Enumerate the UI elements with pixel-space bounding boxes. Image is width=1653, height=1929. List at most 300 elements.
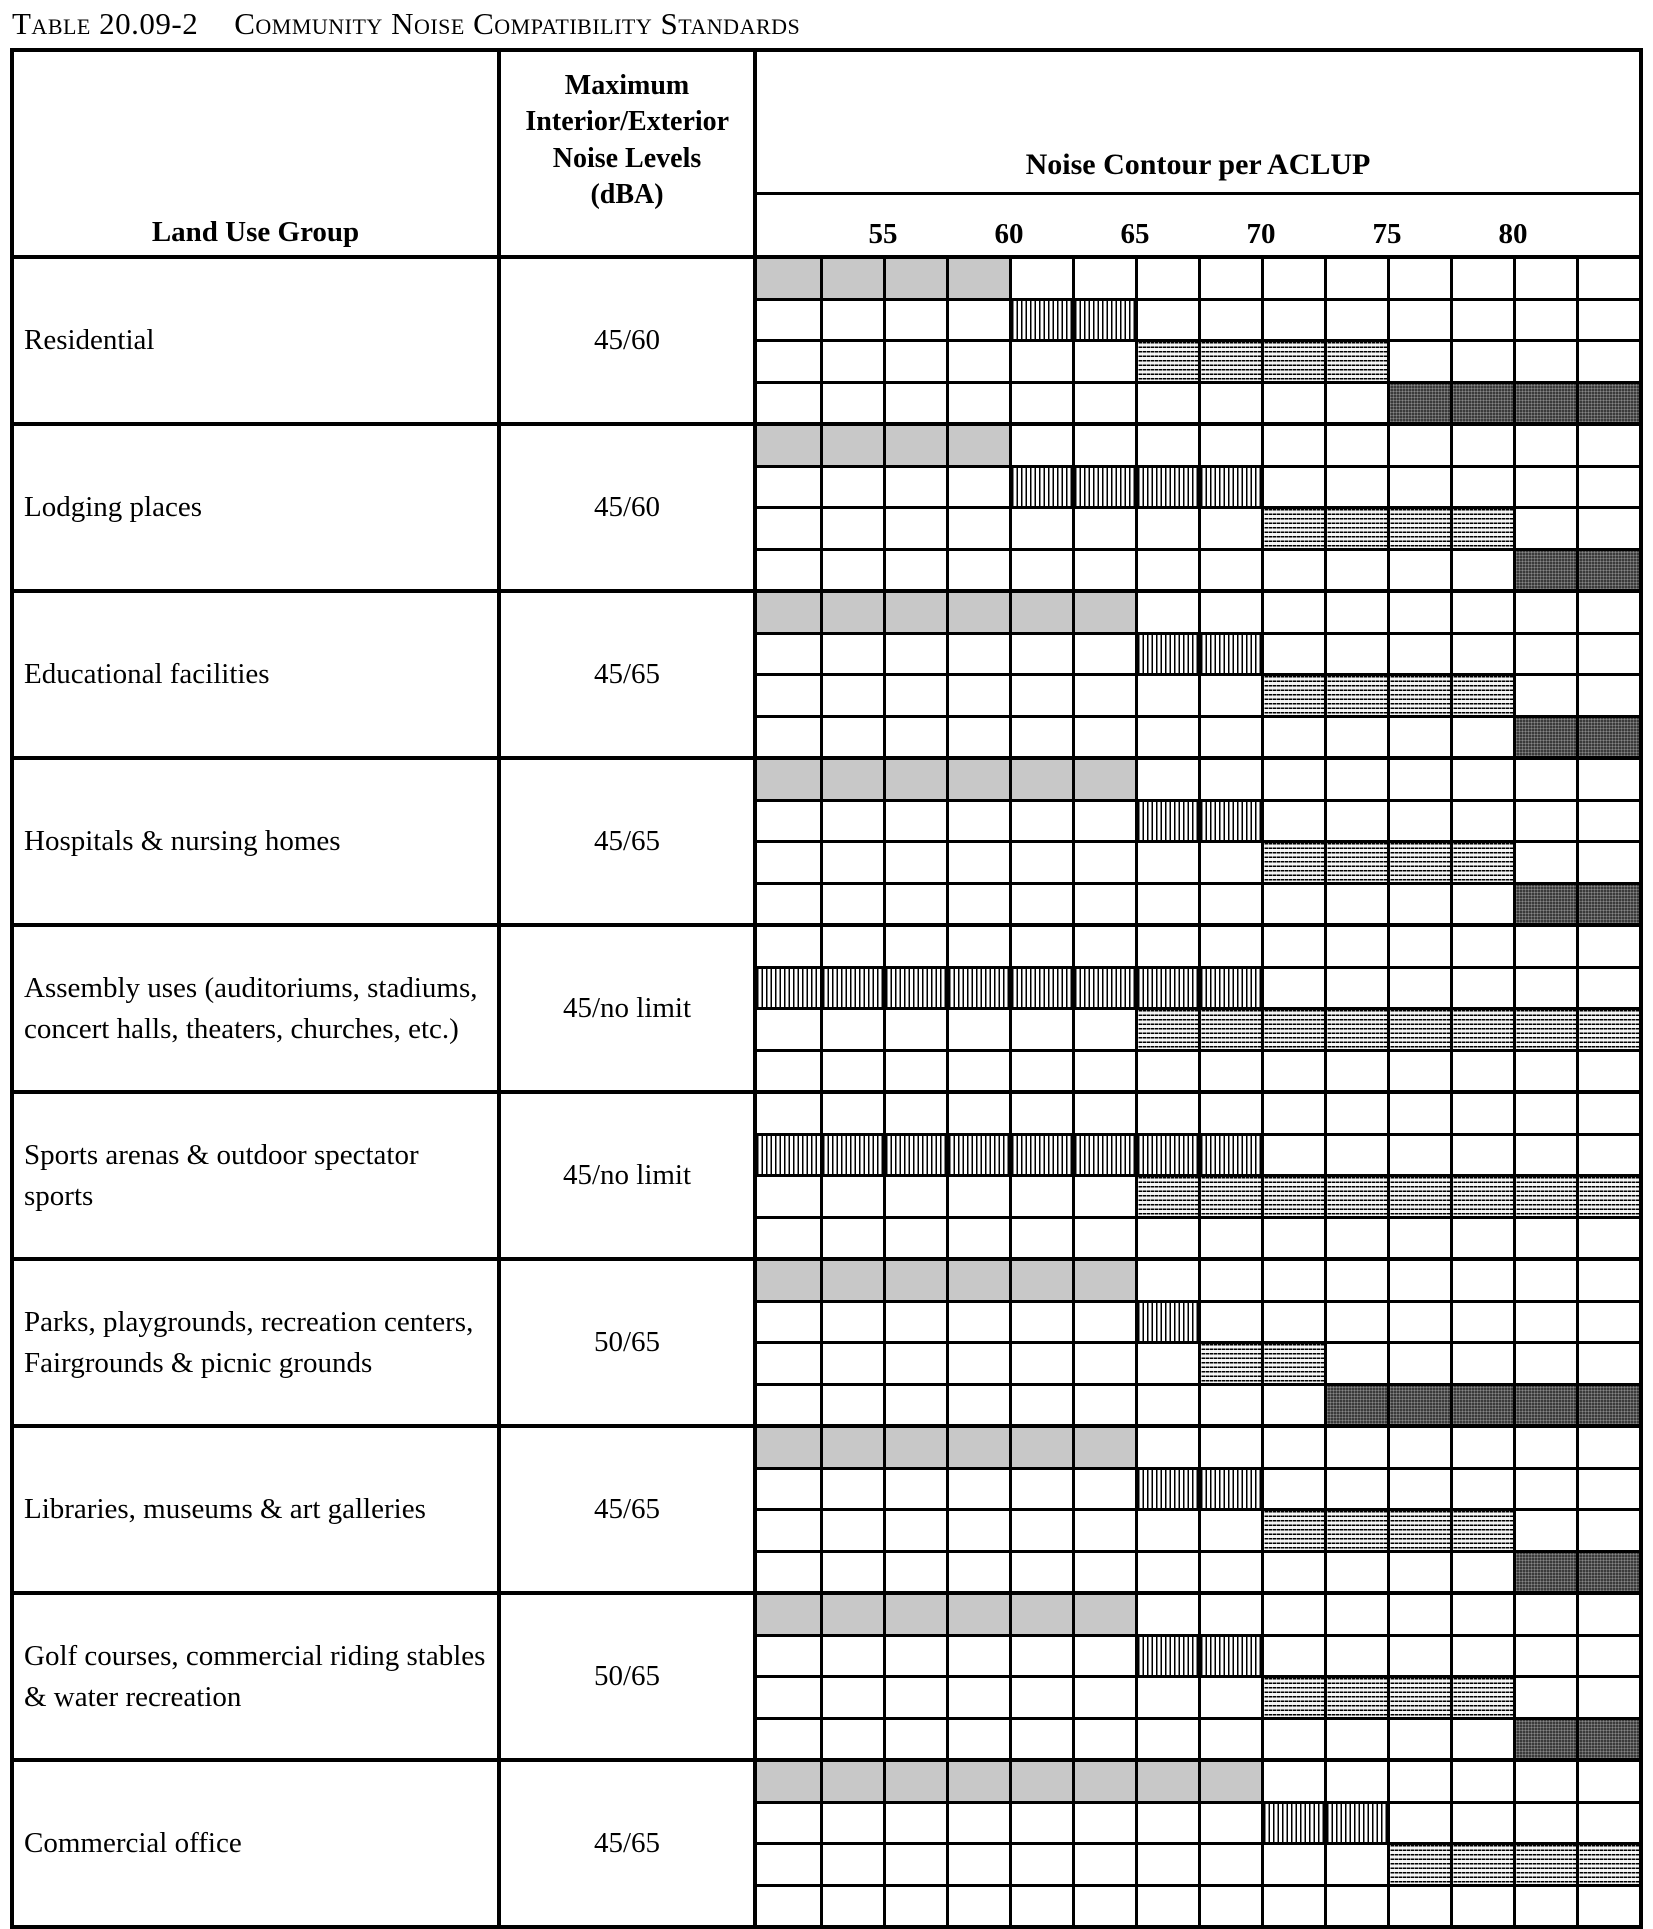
grid-cell <box>1135 1804 1198 1843</box>
grid-cell <box>1261 1553 1324 1592</box>
grid-cell <box>757 802 820 841</box>
grid-cell <box>1513 1303 1576 1342</box>
grid-cell <box>1135 718 1198 757</box>
grid-subrow <box>757 1428 1639 1467</box>
grid-cell <box>1009 1010 1072 1049</box>
grid-cell <box>1576 1595 1639 1634</box>
grid-cell <box>1072 1344 1135 1383</box>
grid-cell-clear <box>1072 760 1135 799</box>
grid-cell <box>1513 426 1576 465</box>
noise-level-value: 45/no limit <box>501 927 757 1090</box>
noise-contour-grid <box>757 593 1639 756</box>
grid-cell-dark <box>1513 1553 1576 1592</box>
grid-cell <box>883 342 946 381</box>
grid-cell <box>1513 1052 1576 1091</box>
grid-cell <box>1135 1094 1198 1133</box>
grid-cell-clear <box>1072 1261 1135 1300</box>
noise-level-value: 45/65 <box>501 593 757 756</box>
grid-cell <box>1324 1052 1387 1091</box>
grid-cell <box>1009 1804 1072 1843</box>
grid-cell <box>883 1344 946 1383</box>
grid-cell-horizontal <box>1576 1845 1639 1884</box>
grid-cell <box>1450 1303 1513 1342</box>
grid-cell-clear <box>946 1428 1009 1467</box>
noise-contour-grid <box>757 1094 1639 1257</box>
grid-subrow <box>757 1094 1639 1133</box>
grid-cell-clear <box>946 593 1009 632</box>
grid-cell <box>1072 843 1135 882</box>
grid-cell <box>1261 1637 1324 1676</box>
grid-cell <box>1576 1511 1639 1550</box>
grid-subrow <box>757 465 1639 507</box>
grid-cell <box>1261 1303 1324 1342</box>
grid-cell <box>883 635 946 674</box>
grid-cell <box>820 802 883 841</box>
grid-cell <box>1009 843 1072 882</box>
grid-cell <box>1135 301 1198 340</box>
grid-cell <box>1450 1762 1513 1801</box>
grid-cell <box>757 927 820 966</box>
grid-cell-horizontal <box>1324 1678 1387 1717</box>
grid-cell-clear <box>1009 1762 1072 1801</box>
grid-cell <box>1324 885 1387 924</box>
grid-cell <box>883 843 946 882</box>
grid-cell-clear <box>757 1595 820 1634</box>
grid-cell-horizontal <box>1261 843 1324 882</box>
grid-cell <box>946 301 1009 340</box>
grid-cell <box>1576 1887 1639 1926</box>
grid-cell <box>1387 301 1450 340</box>
grid-cell-clear <box>1072 1762 1135 1801</box>
grid-cell <box>1513 1344 1576 1383</box>
grid-cell <box>946 1553 1009 1592</box>
grid-cell <box>820 1887 883 1926</box>
grid-cell <box>757 1470 820 1509</box>
noise-contour-grid <box>757 259 1639 422</box>
grid-cell <box>1198 1887 1261 1926</box>
header-land-use-group: Land Use Group <box>14 52 501 255</box>
grid-cell-vertical <box>1135 969 1198 1008</box>
grid-cell <box>1009 1553 1072 1592</box>
grid-cell <box>1261 1094 1324 1133</box>
grid-cell <box>1261 551 1324 590</box>
grid-cell <box>1576 760 1639 799</box>
grid-cell <box>1261 802 1324 841</box>
table-header <box>14 52 1639 255</box>
grid-cell <box>1198 593 1261 632</box>
grid-cell <box>946 1720 1009 1759</box>
grid-cell <box>1513 635 1576 674</box>
grid-cell <box>946 1094 1009 1133</box>
grid-cell <box>757 1678 820 1717</box>
grid-cell <box>1072 1052 1135 1091</box>
grid-cell <box>820 1553 883 1592</box>
grid-subrow <box>757 1383 1639 1425</box>
grid-cell <box>1009 1720 1072 1759</box>
grid-cell <box>1576 1261 1639 1300</box>
grid-cell <box>1387 885 1450 924</box>
grid-cell-horizontal <box>1135 342 1198 381</box>
grid-cell <box>1261 1887 1324 1926</box>
grid-cell <box>757 1720 820 1759</box>
grid-cell <box>1009 1303 1072 1342</box>
grid-cell <box>757 1804 820 1843</box>
grid-cell <box>820 1010 883 1049</box>
grid-cell <box>1324 635 1387 674</box>
grid-cell <box>1009 885 1072 924</box>
grid-cell <box>1387 1887 1450 1926</box>
grid-cell-clear <box>883 760 946 799</box>
grid-cell <box>1009 1386 1072 1425</box>
grid-cell-horizontal <box>1576 1010 1639 1049</box>
grid-cell-clear <box>757 1261 820 1300</box>
grid-cell <box>1324 1553 1387 1592</box>
grid-cell-vertical <box>946 969 1009 1008</box>
grid-cell <box>1009 342 1072 381</box>
grid-cell <box>1009 259 1072 298</box>
grid-cell-vertical <box>1135 1637 1198 1676</box>
grid-cell <box>820 1344 883 1383</box>
grid-cell-vertical <box>946 1136 1009 1175</box>
grid-cell <box>1009 384 1072 423</box>
grid-cell <box>1198 1678 1261 1717</box>
noise-contour-grid <box>757 760 1639 923</box>
grid-cell <box>1450 760 1513 799</box>
grid-cell <box>1576 1094 1639 1133</box>
grid-cell <box>1387 1094 1450 1133</box>
grid-cell <box>820 1386 883 1425</box>
grid-cell <box>946 1303 1009 1342</box>
grid-subrow <box>757 1675 1639 1717</box>
grid-cell <box>1324 468 1387 507</box>
grid-cell-vertical <box>1324 1804 1387 1843</box>
header-noise-levels: Maximum Interior/Exterior Noise Levels (dBA) <box>501 52 757 255</box>
grid-cell <box>1576 509 1639 548</box>
grid-cell-dark <box>1513 1386 1576 1425</box>
grid-cell <box>1072 885 1135 924</box>
grid-cell-clear <box>1072 1428 1135 1467</box>
grid-cell <box>946 1010 1009 1049</box>
grid-cell <box>946 1177 1009 1216</box>
grid-cell <box>1387 969 1450 1008</box>
grid-cell <box>1135 1386 1198 1425</box>
grid-cell <box>1009 551 1072 590</box>
grid-cell-clear <box>820 1428 883 1467</box>
grid-cell <box>1450 342 1513 381</box>
grid-cell <box>1324 551 1387 590</box>
grid-cell <box>946 551 1009 590</box>
grid-cell <box>1261 885 1324 924</box>
grid-cell <box>883 1052 946 1091</box>
grid-cell <box>1450 1595 1513 1634</box>
grid-cell <box>1135 1595 1198 1634</box>
grid-cell <box>757 1637 820 1676</box>
grid-cell <box>757 843 820 882</box>
grid-cell-horizontal <box>1135 1010 1198 1049</box>
land-use-label: Assembly uses (auditoriums, stadiums, concert halls, theaters, churches, etc.) <box>14 927 501 1090</box>
grid-cell <box>1135 259 1198 298</box>
grid-cell <box>1261 593 1324 632</box>
grid-cell <box>883 885 946 924</box>
grid-cell <box>1513 802 1576 841</box>
grid-cell <box>1576 1678 1639 1717</box>
grid-cell <box>1261 384 1324 423</box>
grid-cell <box>1135 1344 1198 1383</box>
grid-cell <box>1576 635 1639 674</box>
land-use-label: Lodging places <box>14 426 501 589</box>
grid-cell <box>1450 593 1513 632</box>
grid-cell <box>946 342 1009 381</box>
grid-subrow <box>757 760 1639 799</box>
grid-cell <box>946 1845 1009 1884</box>
grid-cell-vertical <box>1135 1470 1198 1509</box>
grid-cell-vertical <box>1135 1303 1198 1342</box>
grid-cell <box>883 1720 946 1759</box>
grid-cell <box>1576 969 1639 1008</box>
grid-cell <box>946 468 1009 507</box>
grid-cell-vertical <box>1198 1637 1261 1676</box>
grid-cell <box>1198 718 1261 757</box>
grid-cell <box>1513 1804 1576 1843</box>
grid-cell <box>946 1511 1009 1550</box>
grid-cell <box>1450 1219 1513 1258</box>
grid-subrow <box>757 1133 1639 1175</box>
grid-subrow <box>757 1717 1639 1759</box>
grid-cell <box>1450 635 1513 674</box>
grid-cell-dark <box>1324 1386 1387 1425</box>
grid-cell <box>1576 1219 1639 1258</box>
grid-subrow <box>757 426 1639 465</box>
table-number: Table 20.09-2 <box>12 6 199 41</box>
grid-cell <box>1324 927 1387 966</box>
grid-cell <box>883 1386 946 1425</box>
grid-cell <box>1576 1762 1639 1801</box>
grid-cell <box>1072 1720 1135 1759</box>
grid-cell-dark <box>1450 1386 1513 1425</box>
land-use-label: Hospitals & nursing homes <box>14 760 501 923</box>
grid-cell <box>883 1177 946 1216</box>
grid-cell <box>1072 1511 1135 1550</box>
land-use-label: Residential <box>14 259 501 422</box>
grid-cell <box>1387 551 1450 590</box>
grid-cell-horizontal <box>1324 342 1387 381</box>
grid-cell <box>1513 927 1576 966</box>
grid-cell <box>757 1052 820 1091</box>
grid-cell <box>946 509 1009 548</box>
grid-cell <box>757 1845 820 1884</box>
noise-level-value: 45/no limit <box>501 1094 757 1257</box>
grid-cell <box>1261 1052 1324 1091</box>
grid-cell <box>1072 426 1135 465</box>
grid-cell <box>1324 301 1387 340</box>
noise-level-value: 50/65 <box>501 1595 757 1758</box>
grid-cell <box>1450 551 1513 590</box>
grid-cell <box>1198 1219 1261 1258</box>
grid-cell <box>1513 593 1576 632</box>
grid-cell <box>1450 1887 1513 1926</box>
grid-cell <box>1072 1094 1135 1133</box>
grid-cell <box>883 1804 946 1843</box>
grid-cell <box>1198 1428 1261 1467</box>
grid-subrow <box>757 715 1639 757</box>
grid-cell <box>1198 760 1261 799</box>
grid-cell-horizontal <box>1387 1678 1450 1717</box>
grid-cell <box>1072 802 1135 841</box>
grid-cell <box>1261 1845 1324 1884</box>
grid-cell-clear <box>757 426 820 465</box>
grid-cell <box>1450 1136 1513 1175</box>
grid-subrow <box>757 1762 1639 1801</box>
grid-cell <box>1261 1136 1324 1175</box>
grid-cell <box>1009 1052 1072 1091</box>
grid-cell <box>757 1094 820 1133</box>
grid-cell <box>946 1219 1009 1258</box>
grid-cell <box>1261 426 1324 465</box>
grid-cell <box>1135 551 1198 590</box>
grid-cell <box>1135 1052 1198 1091</box>
grid-cell-horizontal <box>1576 1177 1639 1216</box>
grid-cell <box>1135 1511 1198 1550</box>
grid-cell <box>1072 1386 1135 1425</box>
grid-cell-clear <box>946 426 1009 465</box>
grid-cell <box>1387 1637 1450 1676</box>
table-title-text: Community Noise Compatibility Standards <box>234 6 801 41</box>
grid-cell <box>946 927 1009 966</box>
grid-cell <box>1198 843 1261 882</box>
grid-cell <box>757 718 820 757</box>
grid-cell <box>1198 1511 1261 1550</box>
grid-cell <box>1576 927 1639 966</box>
grid-cell-clear <box>946 760 1009 799</box>
grid-cell <box>1324 384 1387 423</box>
grid-cell <box>1387 1428 1450 1467</box>
grid-cell <box>820 927 883 966</box>
grid-cell-dark <box>1450 384 1513 423</box>
grid-cell <box>757 676 820 715</box>
grid-cell <box>757 551 820 590</box>
grid-cell <box>1387 1470 1450 1509</box>
grid-cell <box>1513 509 1576 548</box>
grid-cell <box>1072 509 1135 548</box>
grid-cell <box>883 802 946 841</box>
grid-cell <box>1135 509 1198 548</box>
grid-cell-clear <box>1009 1261 1072 1300</box>
grid-cell-horizontal <box>1261 1678 1324 1717</box>
grid-cell <box>757 1386 820 1425</box>
grid-cell <box>1072 1678 1135 1717</box>
grid-cell <box>757 635 820 674</box>
grid-subrow <box>757 593 1639 632</box>
grid-cell <box>1576 1136 1639 1175</box>
grid-cell-vertical <box>1072 1136 1135 1175</box>
grid-cell-horizontal <box>1198 1177 1261 1216</box>
grid-cell <box>1198 551 1261 590</box>
grid-cell <box>757 1887 820 1926</box>
grid-cell <box>1198 301 1261 340</box>
grid-cell <box>1009 802 1072 841</box>
grid-cell <box>1324 1219 1387 1258</box>
grid-subrow <box>757 632 1639 674</box>
grid-cell <box>946 802 1009 841</box>
grid-cell <box>1198 509 1261 548</box>
noise-level-value: 45/65 <box>501 1762 757 1925</box>
grid-cell <box>1387 1720 1450 1759</box>
grid-subrow <box>757 1300 1639 1342</box>
grid-cell <box>1135 1887 1198 1926</box>
grid-cell <box>1576 468 1639 507</box>
grid-cell <box>1072 927 1135 966</box>
grid-cell <box>820 1678 883 1717</box>
grid-cell-dark <box>1513 551 1576 590</box>
grid-cell <box>820 509 883 548</box>
grid-cell <box>1513 1637 1576 1676</box>
land-use-label: Golf courses, commercial riding stables & water recreation <box>14 1595 501 1758</box>
grid-cell <box>1576 1804 1639 1843</box>
grid-cell <box>1135 1261 1198 1300</box>
grid-cell-clear <box>1009 1595 1072 1634</box>
grid-cell <box>1072 1637 1135 1676</box>
grid-cell <box>1387 593 1450 632</box>
grid-cell <box>1135 593 1198 632</box>
grid-cell <box>1450 1804 1513 1843</box>
grid-cell-clear <box>820 1261 883 1300</box>
contour-title: Noise Contour per ACLUP <box>757 52 1639 195</box>
grid-cell <box>1450 1344 1513 1383</box>
grid-cell-horizontal <box>1261 342 1324 381</box>
grid-cell <box>1324 1470 1387 1509</box>
grid-cell-vertical <box>1009 468 1072 507</box>
grid-subrow <box>757 298 1639 340</box>
grid-cell <box>1009 927 1072 966</box>
grid-cell <box>820 718 883 757</box>
grid-cell <box>1135 1219 1198 1258</box>
grid-cell-clear <box>1009 760 1072 799</box>
grid-cell-clear <box>946 1762 1009 1801</box>
grid-cell <box>1576 342 1639 381</box>
grid-cell <box>1513 301 1576 340</box>
grid-cell-horizontal <box>1450 1177 1513 1216</box>
grid-cell <box>1450 802 1513 841</box>
grid-cell-horizontal <box>1450 1845 1513 1884</box>
grid-cell <box>1009 1470 1072 1509</box>
grid-cell <box>1261 301 1324 340</box>
grid-cell <box>1135 1553 1198 1592</box>
grid-cell-vertical <box>1198 1136 1261 1175</box>
grid-cell-clear <box>757 1428 820 1467</box>
grid-cell-clear <box>820 1595 883 1634</box>
grid-cell <box>1450 1637 1513 1676</box>
grid-cell <box>820 468 883 507</box>
grid-cell <box>1576 1428 1639 1467</box>
grid-cell <box>883 676 946 715</box>
grid-subrow <box>757 1508 1639 1550</box>
grid-cell <box>757 384 820 423</box>
grid-cell <box>946 1678 1009 1717</box>
noise-level-value: 50/65 <box>501 1261 757 1424</box>
grid-subrow <box>757 966 1639 1008</box>
grid-cell <box>1513 1595 1576 1634</box>
grid-cell <box>1009 676 1072 715</box>
grid-cell <box>1513 969 1576 1008</box>
grid-cell-clear <box>1198 1762 1261 1801</box>
grid-cell-vertical <box>1198 468 1261 507</box>
grid-cell <box>820 885 883 924</box>
grid-cell <box>1198 1845 1261 1884</box>
table-row <box>14 422 1639 589</box>
grid-cell <box>946 885 1009 924</box>
grid-cell <box>1009 1177 1072 1216</box>
grid-cell-vertical <box>1261 1804 1324 1843</box>
